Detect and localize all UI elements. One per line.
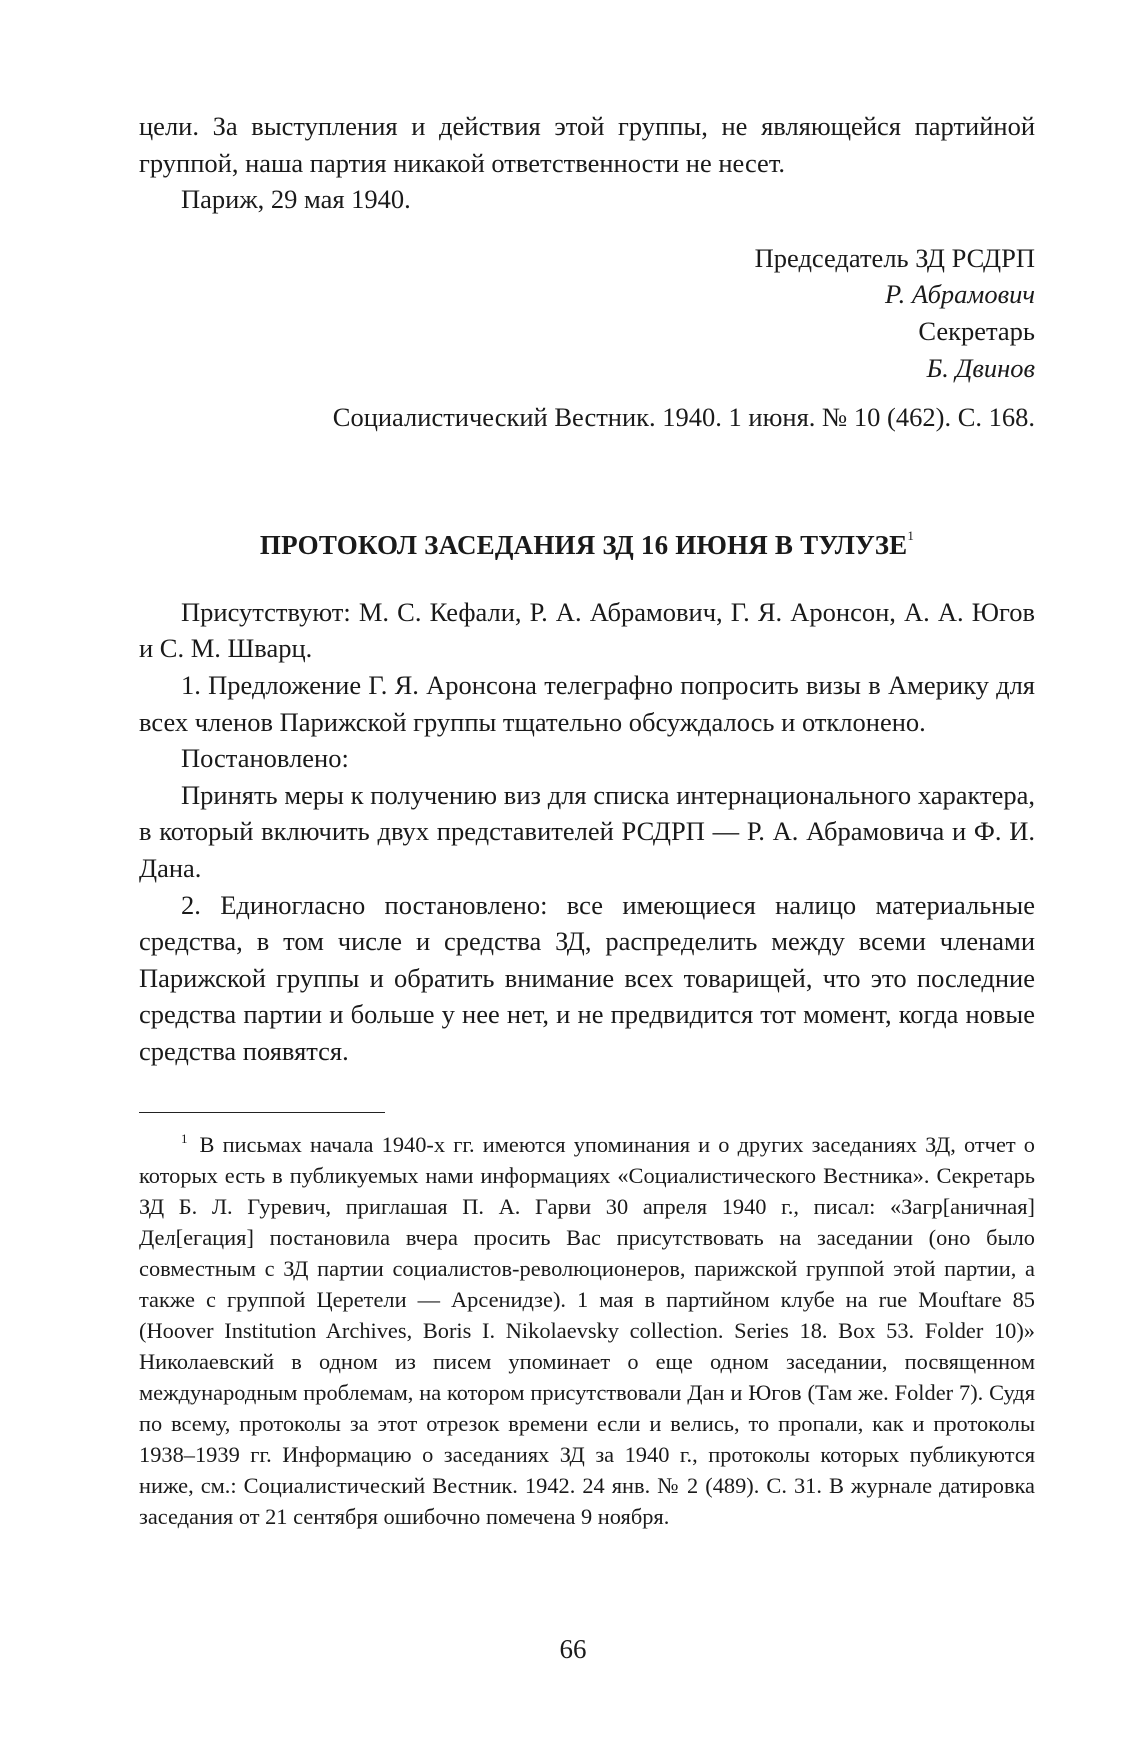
page-number: 66: [559, 1634, 587, 1664]
place-date: Париж, 29 мая 1940.: [181, 184, 411, 215]
attendees-paragraph: Присутствуют: М. С. Кефали, Р. А. Абрамович, Г. Я. Аронсон, А. А. Югов и С. М. Шварц.: [139, 596, 1035, 664]
source-citation: Социалистический Вестник. 1940. 1 июня. № 10 (462). С. 168.: [332, 402, 1035, 433]
signature-block: [139, 240, 1035, 386]
chair-title: Председатель ЗД РСДРП: [754, 242, 1035, 273]
footnote-reference[interactable]: 1: [907, 527, 915, 543]
secretary-title: Секретарь: [918, 315, 1035, 346]
resolved-label: Постановлено:: [181, 743, 349, 774]
section-heading: [139, 518, 1035, 563]
resolution-paragraph: Принять меры к получению виз для списка интернационального характера, в который включить двух представителей РСДРП — Р. А. Абрамовича и Ф. И. Дана.: [139, 779, 1035, 883]
continuation-paragraph: цели. За выступления и действия этой группы, не являющейся партийной группой, наша партия никакой ответственности не несет.: [139, 111, 1035, 178]
secretary-name: Б. Двинов: [926, 352, 1035, 383]
footnote-text: В письмах начала 1940-х гг. имеются упоминания и о других заседаниях ЗД, отчет о которых есть в публикуемых нами информациях «Социалистического Вестника». Секретарь ЗД Б. Л. Гуревич, приглашая П. А. Гарви 30 апреля 1940 г., писал: «Загр[аничная] Дел[егация] постановила вчера просить Вас присутствовать на заседании (оно было совместным с ЗД партии социалистов-революционеров, парижской группой этой партии, а также с группой Церетели — Арсенидзе). 1 мая в партийном клубе на rue Mouftare 85 (Hoover Institution Archives, Boris I. Nikolaevsky collection. Series 18. Box 53. Folder 10)» Николаевский в одном из писем упоминает о еще одном заседании, посвященном международным проблемам, на котором присутствовали Дан и Югов (Там же. Folder 7). Судя по всему, протоколы за этот отрезок времени если и велись, то пропали, как и протоколы 1938–1939 гг. Информацию о заседаниях ЗД за 1940 г., протоколы которых публикуются ниже, см.: Социалистический Вестник. 1942. 24 янв. № 2 (489). С. 31. В журнале датировка заседания от 21 сентября ошибочно помечена 9 ноября.: [139, 1132, 1035, 1529]
page-body: [139, 108, 1035, 1069]
footnote-divider: [139, 1112, 385, 1113]
footnote-mark: 1: [181, 1131, 188, 1146]
item-1-paragraph: 1. Предложение Г. Я. Аронсона телеграфно попросить визы в Америку для всех членов Парижской группы тщательно обсуждалось и отклонено.: [139, 669, 1035, 737]
item-2-paragraph: 2. Единогласно постановлено: все имеющиеся налицо материальные средства, в том числе и средства ЗД, распределить между всеми членами Парижской группы и обратить внимание всех товарищей, что это последние средства партии и больше у нее нет, и не предвидится тот момент, когда новые средства появятся.: [139, 889, 1035, 1066]
section-heading-text: ПРОТОКОЛ ЗАСЕДАНИЯ ЗД 16 ИЮНЯ В ТУЛУЗЕ: [259, 529, 908, 560]
chair-name: Р. Абрамович: [885, 279, 1035, 310]
footnote: [139, 1123, 1035, 1532]
